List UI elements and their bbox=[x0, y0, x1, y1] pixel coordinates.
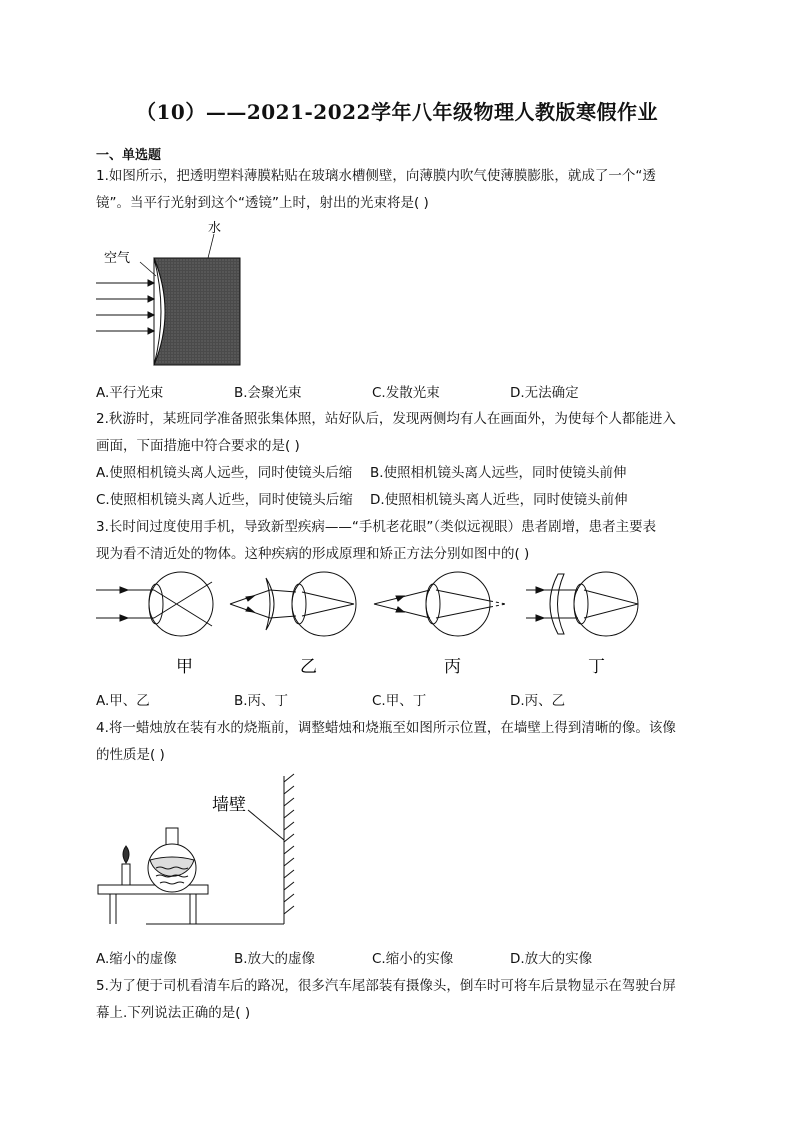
q2-line-2: 画面，下面措施中符合要求的是( ) bbox=[96, 438, 300, 454]
q1-option-a[interactable]: A.平行光束 bbox=[96, 385, 164, 401]
q3-line-1: 3.长时间过度使用手机，导致新型疾病——“手机老花眼”（类似远视眼）患者剧增，患者主要表 bbox=[96, 519, 657, 535]
wall-hatch bbox=[284, 774, 294, 914]
ray-arrow bbox=[536, 587, 544, 593]
ray-arrow bbox=[148, 296, 154, 302]
ray-arrow bbox=[120, 615, 128, 621]
section-heading: 一、单选题 bbox=[96, 148, 162, 163]
ray-arrow bbox=[536, 615, 544, 621]
ray-arrow bbox=[246, 596, 254, 601]
eye-label-bing: 丙 bbox=[444, 657, 461, 677]
q2-line-1: 2.秋游时，某班同学准备照张集体照，站好队后，发现两侧均有人在画面外，为使每个人都能进入 bbox=[96, 411, 676, 427]
q3-option-c[interactable]: C.甲、丁 bbox=[372, 693, 427, 709]
ray-arrow bbox=[120, 587, 128, 593]
page-title: （10）——2021-2022学年八年级物理人教版寒假作业 bbox=[136, 100, 658, 124]
q4-option-d[interactable]: D.放大的实像 bbox=[510, 951, 593, 967]
ray-arrow bbox=[148, 280, 154, 286]
q3-line-2: 现为看不清近处的物体。这种疾病的形成原理和矫正方法分别如图中的( ) bbox=[96, 546, 530, 562]
eyeball bbox=[292, 572, 356, 636]
refracted-ray bbox=[302, 592, 354, 604]
eye-label-yi: 乙 bbox=[300, 657, 317, 677]
ray-arrow bbox=[148, 312, 154, 318]
q1-option-c[interactable]: C.发散光束 bbox=[372, 385, 440, 401]
wall-label: 墙壁 bbox=[212, 795, 246, 815]
table bbox=[98, 885, 208, 924]
q4-option-a[interactable]: A.缩小的虚像 bbox=[96, 951, 177, 967]
candle bbox=[122, 846, 130, 885]
eyeball bbox=[574, 572, 638, 636]
candle-flame bbox=[123, 846, 129, 863]
eye-label-ding: 丁 bbox=[588, 657, 605, 677]
q3-eye-diagrams bbox=[96, 568, 656, 678]
water-label: 水 bbox=[208, 221, 222, 236]
q4-figure-candle-flask bbox=[96, 772, 306, 930]
refracted-ray bbox=[584, 590, 638, 604]
refracted-ray bbox=[270, 590, 296, 592]
refracted-ray bbox=[302, 604, 354, 616]
flask bbox=[148, 828, 196, 892]
eye-diagram-yi bbox=[230, 572, 356, 636]
q2-option-d[interactable]: D.使照相机镜头离人近些，同时使镜头前伸 bbox=[370, 492, 628, 508]
q2-option-b[interactable]: B.使照相机镜头离人远些，同时使镜头前伸 bbox=[370, 465, 627, 481]
q4-line-2: 的性质是( ) bbox=[96, 747, 165, 763]
q2-option-a[interactable]: A.使照相机镜头离人远些，同时使镜头后缩 bbox=[96, 465, 353, 481]
eye-lens bbox=[292, 584, 306, 624]
q1-line-2: 镜”。当平行光射到这个“透镜”上时，射出的光束将是( ) bbox=[96, 195, 429, 211]
eyeball bbox=[426, 572, 490, 636]
q1-option-d[interactable]: D.无法确定 bbox=[510, 385, 579, 401]
q3-option-b[interactable]: B.丙、丁 bbox=[234, 693, 289, 709]
refracted-ray bbox=[584, 604, 638, 618]
refracted-ray bbox=[270, 616, 296, 618]
q1-figure-water-tank bbox=[96, 220, 256, 370]
q4-option-b[interactable]: B.放大的虚像 bbox=[234, 951, 316, 967]
q5-line-2: 幕上.下列说法正确的是( ) bbox=[96, 1005, 251, 1021]
eyeball bbox=[149, 572, 213, 636]
ray-arrow bbox=[396, 596, 404, 601]
water-tank bbox=[154, 258, 240, 365]
q1-option-b[interactable]: B.会聚光束 bbox=[234, 385, 302, 401]
ray-arrow bbox=[148, 328, 154, 334]
water-label-pointer bbox=[208, 234, 214, 258]
wall-label-pointer bbox=[248, 810, 284, 840]
q3-option-a[interactable]: A.甲、乙 bbox=[96, 693, 150, 709]
extension-line bbox=[490, 601, 506, 604]
air-label: 空气 bbox=[104, 251, 131, 266]
q4-line-1: 4.将一蜡烛放在装有水的烧瓶前，调整蜡烛和烧瓶至如图所示位置，在墙壁上得到清晰的像。该像 bbox=[96, 720, 676, 736]
eye-label-jia: 甲 bbox=[176, 657, 193, 677]
refracted-ray bbox=[436, 607, 490, 618]
refracted-ray bbox=[436, 590, 490, 601]
parallel-light-rays bbox=[96, 280, 154, 334]
extension-line bbox=[490, 604, 506, 607]
eye-diagram-bing bbox=[374, 572, 506, 636]
eye-diagram-jia bbox=[96, 572, 213, 636]
q3-option-d[interactable]: D.丙、乙 bbox=[510, 693, 566, 709]
q1-line-1: 1.如图所示，把透明塑料薄膜粘贴在玻璃水槽侧壁，向薄膜内吹气使薄膜膨胀，就成了一个“透 bbox=[96, 168, 656, 184]
q2-option-c[interactable]: C.使照相机镜头离人近些，同时使镜头后缩 bbox=[96, 492, 353, 508]
ray-arrow bbox=[246, 607, 254, 612]
q5-line-1: 5.为了便于司机看清车后的路况，很多汽车尾部装有摄像头，倒车时可将车后景物显示在驾驶台屏 bbox=[96, 978, 676, 994]
eye-diagram-ding bbox=[526, 572, 638, 636]
ray-arrow bbox=[396, 607, 404, 612]
correction-lens bbox=[550, 574, 564, 634]
q4-option-c[interactable]: C.缩小的实像 bbox=[372, 951, 454, 967]
correction-lens bbox=[266, 578, 274, 630]
